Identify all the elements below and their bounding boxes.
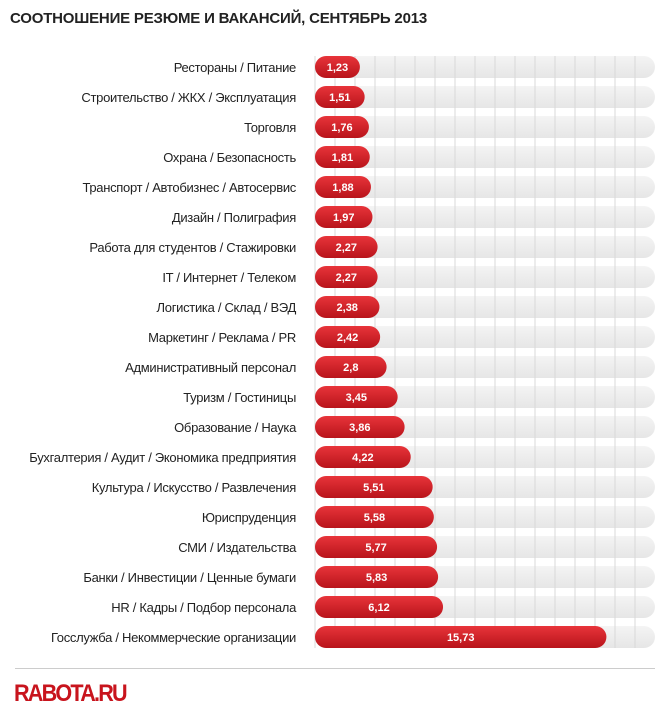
value-label: 4,22 [352, 452, 374, 464]
category-label: Госслужба / Некоммерческие организации [50, 630, 296, 645]
value-label: 1,23 [326, 62, 349, 74]
value-label: 2,8 [343, 362, 359, 374]
category-label: IT / Интернет / Телеком [162, 270, 296, 285]
value-label: 6,12 [368, 602, 390, 614]
value-label: 5,51 [363, 482, 385, 494]
value-label: 2,38 [336, 302, 358, 314]
category-label: Рестораны / Питание [173, 60, 296, 75]
value-label: 2,27 [335, 242, 358, 254]
value-label: 2,27 [335, 272, 358, 284]
value-label: 5,58 [363, 512, 386, 524]
value-label: 1,76 [331, 122, 353, 134]
value-label: 15,73 [446, 632, 475, 644]
category-label: Логистика / Склад / ВЭД [156, 300, 296, 315]
divider [15, 668, 655, 669]
value-label: 5,83 [365, 572, 388, 584]
category-label: Культура / Искусство / Развлечения [91, 480, 296, 495]
category-label: Образование / Наука [174, 420, 296, 435]
category-label: Туризм / Гостиницы [183, 390, 296, 405]
bar-track [315, 86, 655, 108]
category-label: Маркетинг / Реклама / PR [148, 330, 296, 345]
category-label: Юриспруденция [201, 510, 296, 525]
category-label: Дизайн / Полиграфия [171, 210, 296, 225]
value-label: 3,45 [345, 392, 368, 404]
value-label: 1,51 [329, 92, 351, 104]
value-label: 1,81 [331, 152, 354, 164]
category-label: Строительство / ЖКХ / Эксплуатация [81, 90, 296, 105]
category-label: Торговля [244, 120, 296, 135]
value-label: 3,86 [349, 422, 371, 434]
category-label: СМИ / Издательства [178, 540, 296, 555]
rabota-logo: RABOTA.RU [14, 680, 126, 707]
chart-title: СООТНОШЕНИЕ РЕЗЮМЕ И ВАКАНСИЙ, СЕНТЯБРЬ 2013 [10, 10, 428, 27]
category-label: Транспорт / Автобизнес / Автосервис [82, 180, 296, 195]
value-label: 1,97 [333, 212, 355, 224]
category-label: Работа для студентов / Стажировки [89, 240, 296, 255]
bar-track [315, 56, 655, 78]
category-label: Административный персонал [125, 360, 296, 375]
category-label: Бухгалтерия / Аудит / Экономика предприятия [29, 450, 296, 465]
value-label: 1,88 [332, 182, 354, 194]
category-label: Банки / Инвестиции / Ценные бумаги [83, 570, 296, 585]
category-label: HR / Кадры / Подбор персонала [111, 600, 296, 615]
value-label: 2,42 [336, 332, 359, 344]
category-label: Охрана / Безопасность [163, 150, 296, 165]
value-label: 5,77 [365, 542, 387, 554]
